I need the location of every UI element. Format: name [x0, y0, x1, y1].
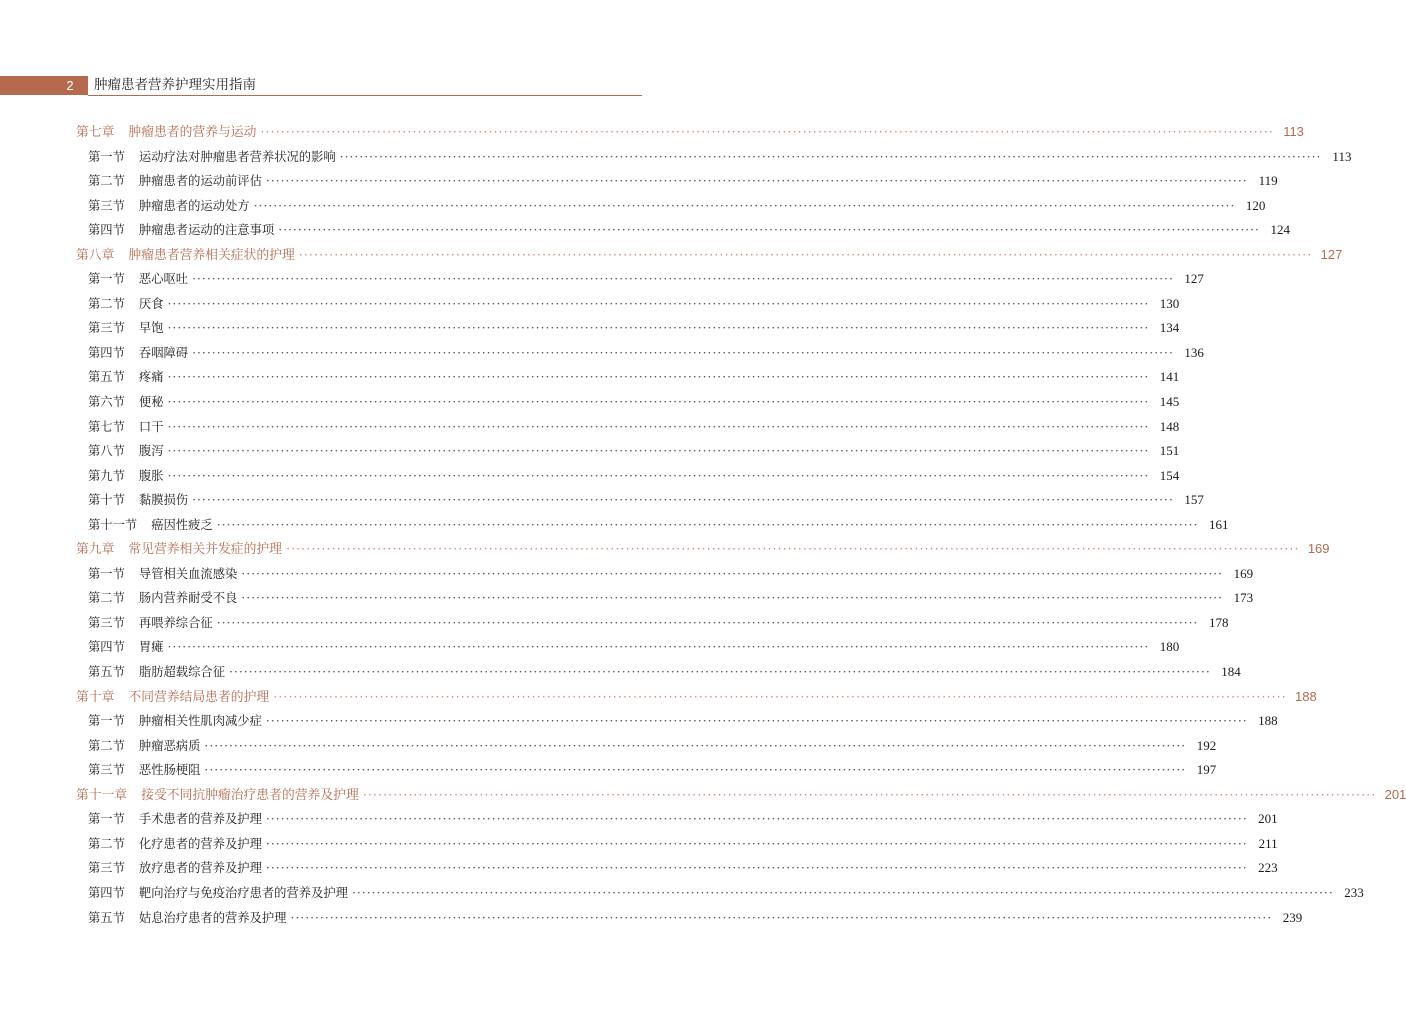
toc-entry-number: 第一节 [88, 714, 125, 729]
toc-entry-number: 第七章 [76, 125, 115, 140]
toc-entry-number: 第八节 [88, 444, 125, 459]
toc-leader-dots: ········································································································································································································ [167, 419, 1150, 434]
toc-entry-number: 第三节 [88, 615, 125, 630]
toc-entry-number: 第八章 [76, 247, 115, 263]
toc-entry-page: 120 [1245, 197, 1266, 213]
toc-leader-dots: ········································································································································································································ [278, 223, 1260, 238]
toc-chapter-entry [76, 783, 1406, 808]
toc-section-entry [76, 881, 1364, 906]
toc-entry-page: 239 [1282, 909, 1303, 925]
toc-leader-dots: ········································································································································································································ [265, 714, 1248, 729]
toc-entry-page: 178 [1208, 614, 1229, 630]
toc-leader-dots: ········································································································································································································ [167, 640, 1150, 655]
toc-section-entry [76, 635, 1180, 660]
toc-entry-title: 靶向治疗与免疫治疗患者的营养及护理 [138, 885, 348, 900]
toc-entry-title: 肠内营养耐受不良 [138, 591, 238, 606]
toc-leader-dots: ········································································································································································································ [273, 689, 1287, 705]
toc-leader-dots: ········································································································································································································ [362, 787, 1377, 803]
toc-leader-dots: ········································································································································································································ [167, 468, 1150, 483]
toc-entry-page: 192 [1196, 737, 1217, 753]
toc-entry-title: 肿瘤患者运动的注意事项 [138, 223, 275, 238]
toc-section-entry [76, 611, 1229, 636]
toc-section-entry [76, 415, 1180, 440]
toc-leader-dots: ········································································································································································································ [241, 591, 1224, 606]
toc-leader-dots: ········································································································································································································ [204, 738, 1187, 753]
toc-entry-number: 第七节 [88, 419, 125, 434]
toc-entry-number: 第五节 [88, 665, 125, 680]
toc-entry-page: 180 [1159, 639, 1180, 655]
toc-entry-page: 127 [1184, 271, 1204, 287]
toc-entry-number: 第一节 [88, 812, 125, 827]
toc-section-entry [76, 488, 1204, 513]
toc-entry-title: 运动疗法对肿瘤患者营养状况的影响 [138, 149, 336, 164]
toc-leader-dots: ········································································································································································································ [253, 198, 1236, 213]
toc-entry-title: 常见营养相关并发症的护理 [128, 542, 282, 558]
toc-entry-title: 肿瘤相关性肌肉减少症 [138, 714, 262, 729]
toc-entry-number: 第一节 [88, 272, 125, 287]
toc-entry-page: 148 [1159, 418, 1180, 434]
toc-section-entry [76, 390, 1180, 415]
toc-entry-title: 肿瘤恶病质 [138, 738, 201, 753]
toc-entry-page: 201 [1384, 786, 1406, 802]
toc-section-entry [76, 169, 1278, 194]
toc-leader-dots: ········································································································································································································ [216, 517, 1199, 532]
toc-entry-page: 136 [1184, 344, 1204, 360]
toc-entry-page: 113 [1332, 148, 1352, 164]
toc-entry-page: 154 [1159, 467, 1180, 483]
toc-entry-title: 不同营养结局患者的护理 [128, 689, 270, 705]
toc-entry-page: 223 [1258, 860, 1278, 876]
toc-leader-dots: ········································································································································································································ [290, 910, 1273, 925]
toc-leader-dots: ········································································································································································································ [204, 763, 1187, 778]
toc-entry-title: 疼痛 [138, 370, 164, 385]
toc-section-entry [76, 807, 1278, 832]
toc-entry-title: 接受不同抗肿瘤治疗患者的营养及护理 [141, 787, 359, 803]
toc-entry-number: 第三节 [88, 321, 125, 336]
toc-entry-number: 第十节 [88, 493, 125, 508]
toc-entry-page: 130 [1159, 295, 1180, 311]
toc-section-entry [76, 292, 1180, 317]
toc-section-entry [76, 341, 1204, 366]
running-header-title: 肿瘤患者营养护理实用指南 [94, 77, 256, 93]
toc-leader-dots: ········································································································································································································ [167, 395, 1150, 410]
toc-entry-page: 169 [1233, 565, 1254, 581]
toc-leader-dots: ········································································································································································································ [339, 149, 1322, 164]
toc-entry-title: 吞咽障碍 [138, 345, 189, 360]
toc-entry-title: 放疗患者的营养及护理 [138, 861, 262, 876]
toc-entry-title: 肿瘤患者的营养与运动 [128, 125, 257, 140]
toc-entry-number: 第五节 [88, 910, 125, 925]
toc-leader-dots: ········································································································································································································ [167, 321, 1150, 336]
toc-entry-title: 手术患者的营养及护理 [138, 812, 262, 827]
toc-leader-dots: ········································································································································································································ [260, 125, 1274, 140]
toc-entry-number: 第二节 [88, 174, 125, 189]
toc-section-entry [76, 758, 1217, 783]
toc-entry-number: 第四节 [88, 223, 125, 238]
toc-entry-title: 再喂养综合征 [138, 615, 213, 630]
toc-leader-dots: ········································································································································································································ [241, 566, 1224, 581]
toc-entry-number: 第十一节 [88, 517, 138, 532]
toc-entry-title: 腹泻 [138, 444, 164, 459]
toc-chapter-entry [76, 537, 1330, 562]
toc-entry-page: 145 [1159, 394, 1180, 410]
toc-entry-page: 127 [1320, 246, 1343, 262]
toc-entry-title: 癌因性疲乏 [151, 517, 213, 532]
toc-leader-dots: ········································································································································································································ [265, 836, 1248, 851]
toc-section-entry [76, 464, 1180, 489]
toc-section-entry [76, 734, 1217, 759]
toc-leader-dots: ········································································································································································································ [167, 370, 1150, 385]
toc-entry-page: 141 [1159, 369, 1180, 385]
toc-entry-page: 184 [1221, 664, 1241, 680]
toc-section-entry [76, 832, 1278, 857]
toc-entry-title: 黏膜损伤 [138, 493, 189, 508]
toc-entry-title: 导管相关血流感染 [138, 566, 238, 581]
toc-entry-number: 第三节 [88, 198, 125, 213]
toc-section-entry [76, 856, 1278, 881]
toc-entry-title: 化疗患者的营养及护理 [138, 836, 262, 851]
toc-entry-title: 肿瘤患者的运动前评估 [138, 174, 262, 189]
toc-entry-title: 胃瘫 [138, 640, 164, 655]
toc-leader-dots: ········································································································································································································ [298, 247, 1313, 263]
toc-entry-title: 姑息治疗患者的营养及护理 [138, 910, 287, 925]
table-of-contents [76, 120, 1406, 930]
toc-entry-number: 第二节 [88, 296, 125, 311]
toc-entry-number: 第三节 [88, 861, 125, 876]
toc-entry-number: 第二节 [88, 738, 125, 753]
toc-entry-number: 第六节 [88, 395, 125, 410]
toc-entry-number: 第九章 [76, 542, 115, 558]
toc-entry-title: 肿瘤患者的运动处方 [138, 198, 250, 213]
toc-leader-dots: ········································································································································································································ [167, 444, 1150, 459]
toc-entry-number: 第十章 [76, 689, 115, 705]
toc-entry-number: 第四节 [88, 345, 125, 360]
toc-section-entry [76, 660, 1241, 685]
toc-entry-title: 口干 [138, 419, 164, 434]
toc-section-entry [76, 145, 1352, 170]
toc-entry-number: 第四节 [88, 885, 125, 900]
toc-leader-dots: ········································································································································································································ [265, 812, 1248, 827]
toc-section-entry [76, 316, 1180, 341]
toc-entry-page: 124 [1270, 222, 1290, 238]
toc-entry-page: 211 [1258, 835, 1278, 851]
toc-entry-page: 134 [1159, 320, 1180, 336]
toc-leader-dots: ········································································································································································································ [285, 542, 1300, 558]
toc-entry-title: 早饱 [138, 321, 164, 336]
toc-leader-dots: ········································································································································································································ [192, 493, 1174, 508]
toc-leader-dots: ········································································································································································································ [192, 345, 1174, 360]
toc-entry-page: 188 [1295, 688, 1317, 704]
toc-chapter-entry [76, 243, 1343, 268]
toc-entry-number: 第二节 [88, 591, 125, 606]
toc-entry-number: 第九节 [88, 468, 125, 483]
toc-leader-dots: ········································································································································································································ [229, 665, 1211, 680]
toc-entry-number: 第十一章 [76, 787, 128, 803]
page-number: 2 [66, 78, 74, 93]
toc-entry-number: 第五节 [88, 370, 125, 385]
toc-entry-title: 恶性肠梗阻 [138, 763, 201, 778]
toc-entry-page: 173 [1233, 590, 1254, 606]
toc-section-entry [76, 586, 1254, 611]
toc-entry-number: 第一节 [88, 149, 125, 164]
toc-section-entry [76, 194, 1266, 219]
toc-section-entry [76, 218, 1290, 243]
toc-chapter-entry [76, 685, 1317, 710]
toc-entry-page: 161 [1208, 516, 1229, 532]
toc-entry-number: 第三节 [88, 763, 125, 778]
toc-section-entry [76, 906, 1303, 931]
toc-entry-title: 腹胀 [138, 468, 164, 483]
toc-leader-dots: ········································································································································································································ [265, 174, 1248, 189]
toc-section-entry [76, 513, 1229, 538]
toc-entry-number: 第二节 [88, 836, 125, 851]
toc-section-entry [76, 365, 1180, 390]
toc-entry-page: 197 [1196, 762, 1217, 778]
toc-section-entry [76, 709, 1278, 734]
toc-section-entry [76, 439, 1180, 464]
toc-entry-title: 恶心呕吐 [138, 272, 189, 287]
toc-leader-dots: ········································································································································································································ [351, 885, 1334, 900]
toc-entry-number: 第一节 [88, 566, 125, 581]
toc-leader-dots: ········································································································································································································ [167, 296, 1150, 311]
toc-leader-dots: ········································································································································································································ [192, 272, 1174, 287]
toc-entry-page: 113 [1283, 124, 1304, 139]
toc-leader-dots: ········································································································································································································ [216, 615, 1199, 630]
toc-entry-page: 169 [1307, 541, 1330, 557]
header-rule [88, 95, 642, 96]
toc-entry-page: 151 [1159, 443, 1180, 459]
toc-section-entry [76, 562, 1254, 587]
toc-entry-page: 233 [1344, 884, 1364, 900]
toc-entry-page: 119 [1258, 173, 1278, 189]
toc-entry-title: 便秘 [138, 395, 164, 410]
toc-leader-dots: ········································································································································································································ [265, 861, 1248, 876]
toc-entry-title: 肿瘤患者营养相关症状的护理 [128, 247, 295, 263]
toc-entry-title: 脂肪超载综合征 [138, 665, 225, 680]
toc-entry-page: 201 [1258, 811, 1278, 827]
toc-entry-page: 188 [1258, 713, 1278, 729]
toc-section-entry [76, 267, 1204, 292]
toc-entry-title: 厌食 [138, 296, 164, 311]
toc-entry-number: 第四节 [88, 640, 125, 655]
toc-entry-page: 157 [1184, 492, 1204, 508]
toc-chapter-entry [76, 120, 1304, 145]
